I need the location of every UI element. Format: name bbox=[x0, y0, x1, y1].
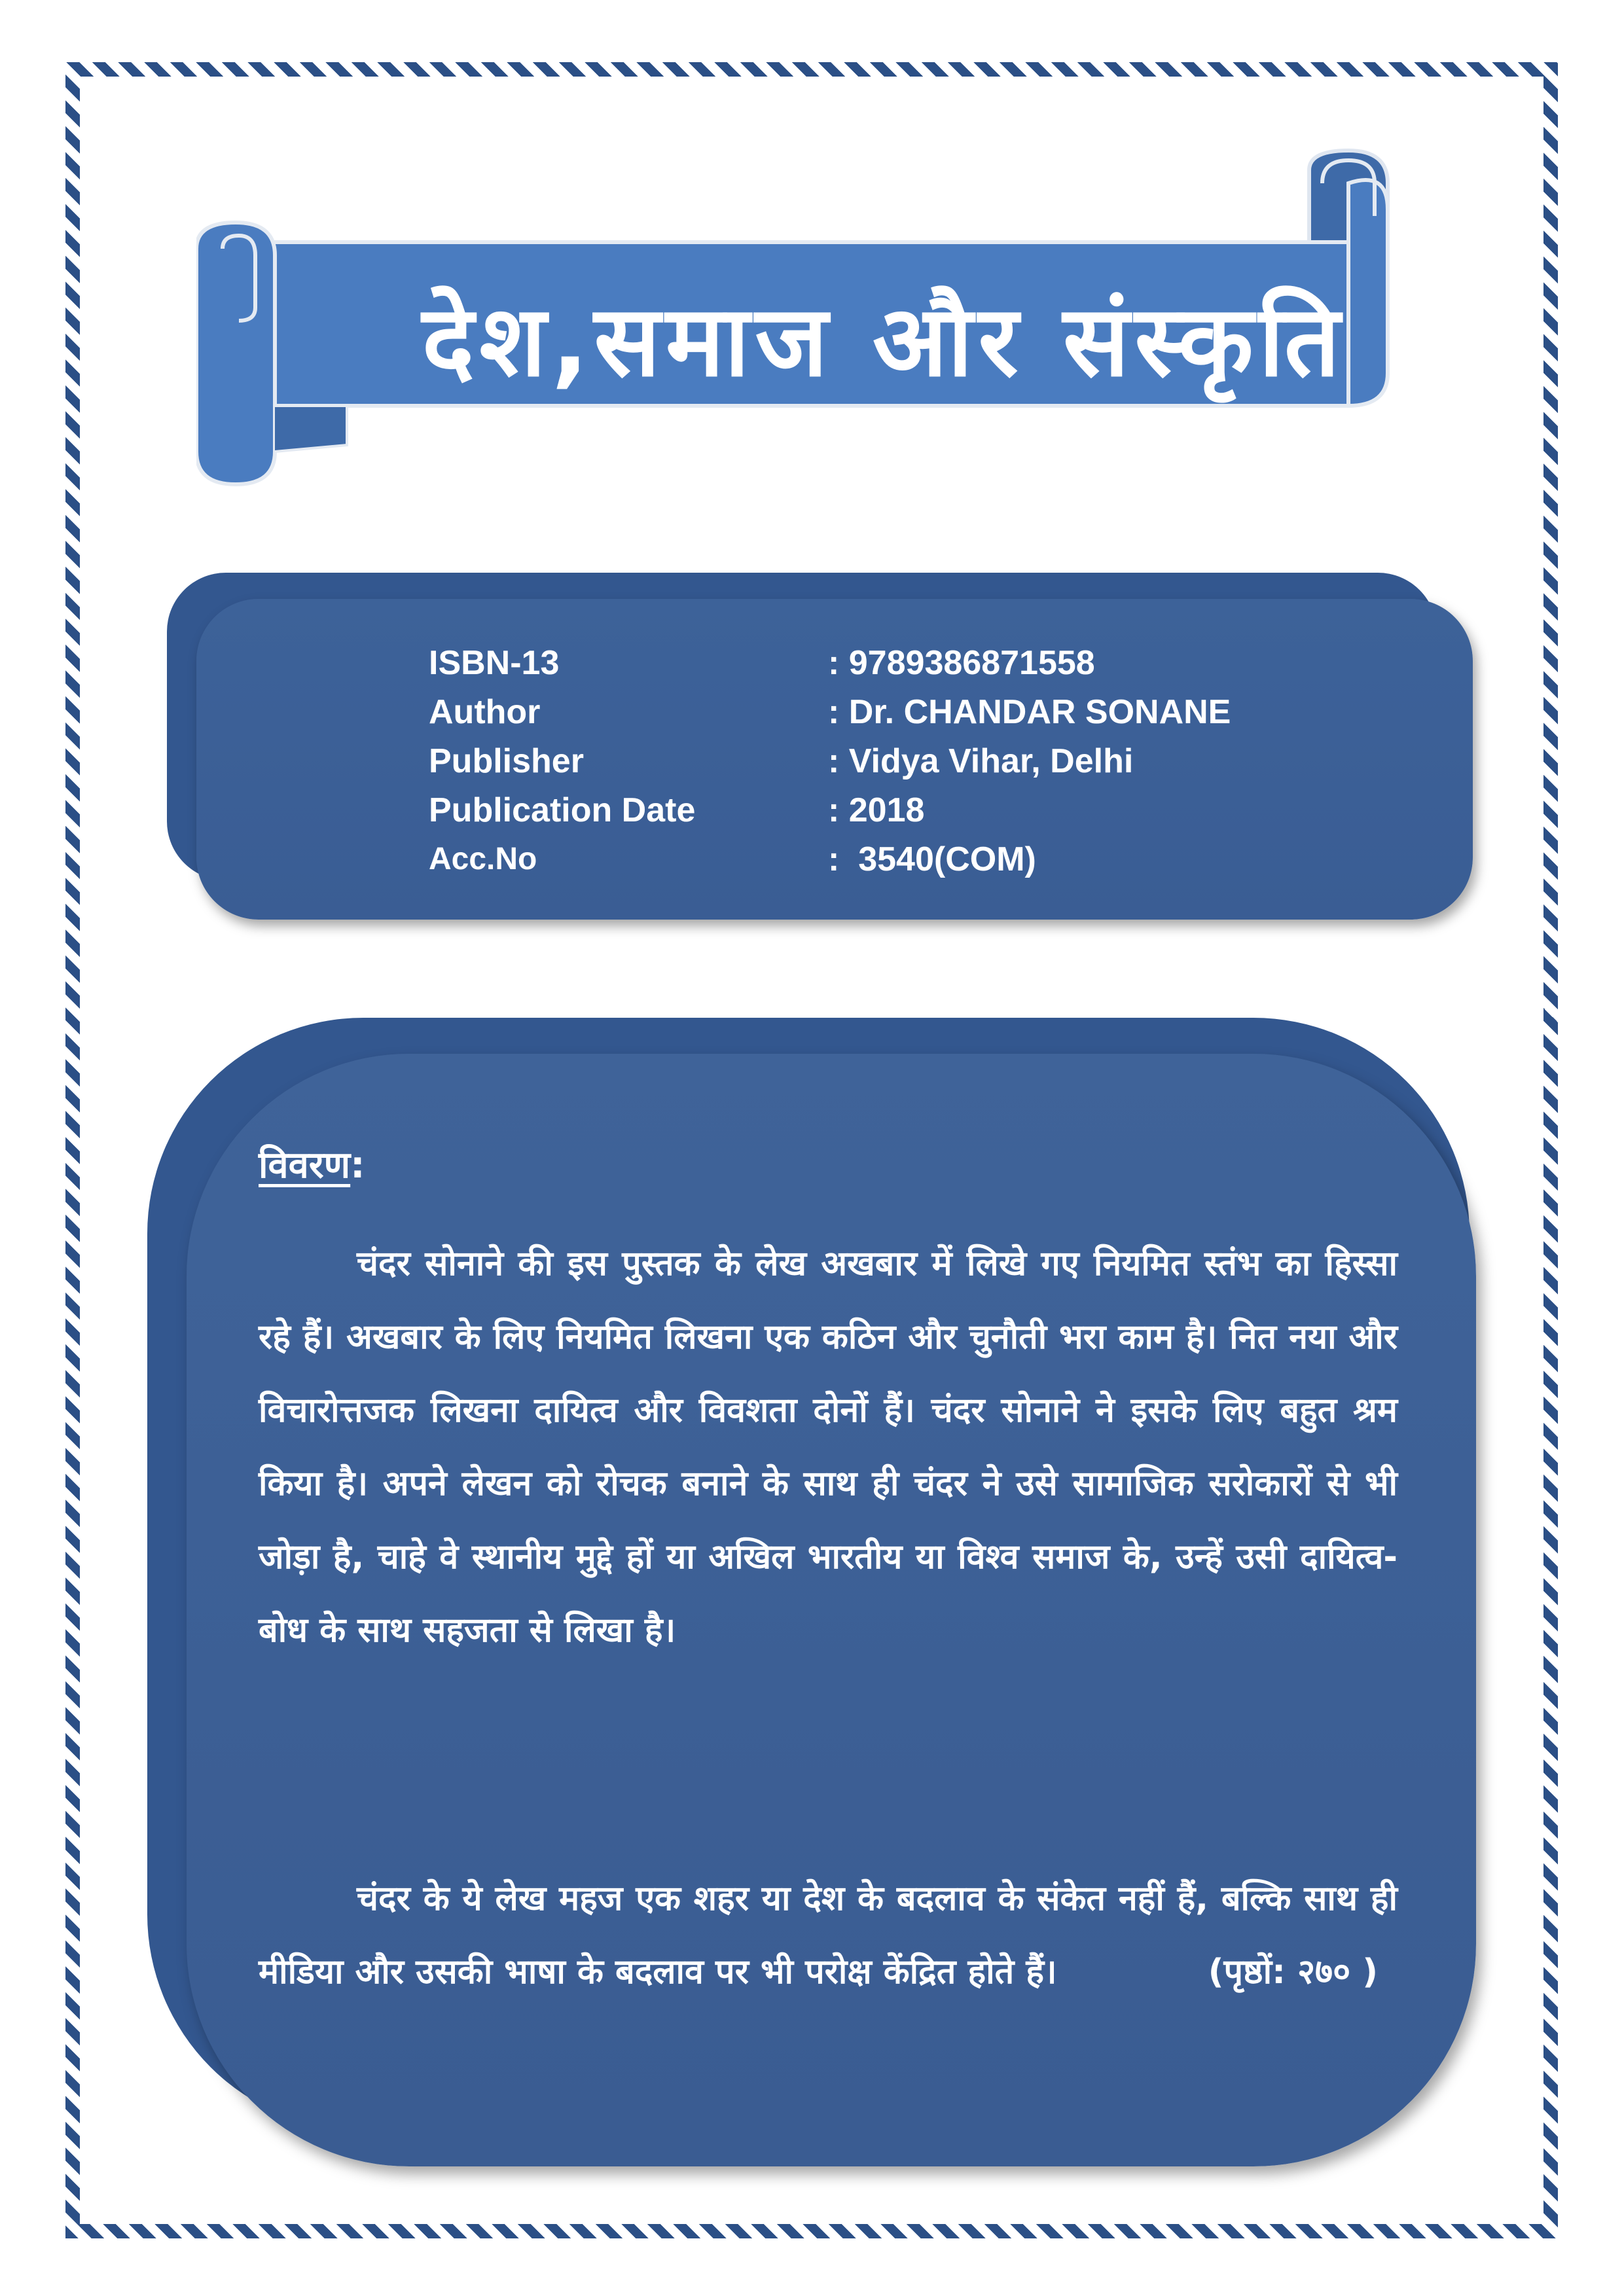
info-label: Publisher bbox=[429, 742, 584, 780]
description-box bbox=[187, 1054, 1476, 2166]
info-value: : 9789386871558 bbox=[828, 643, 1095, 682]
description-paragraph-1: चंदर सोनाने की इस पुस्तक के लेख अखबार में लिखे गए नियमित स्तंभ का हिस्सा रहे हैं। अखबार के लिए नियमित लिखना एक कठिन और चुनौती भरा काम है। नित नया और विचारोत्तजक लिखना दायित्व और विवशता दोनों हैं। चंदर सोनाने ने इसके लिए बहुत श्रम किया है। अपने लेखन को रोचक बनाने के साथ ही चंदर ने उसे सामाजिक सरोकारों से भी जोड़ा है, चाहे वे स्थानीय मुद्दे हों या अखिल भारतीय या विश्व समाज के, उन्हें उसी दायित्व-बोध के साथ सहजता से लिखा है। bbox=[259, 1244, 1398, 1650]
title-banner-scroll bbox=[196, 144, 1473, 497]
info-row-isbn bbox=[429, 638, 1231, 687]
book-info-box bbox=[196, 599, 1473, 920]
description-heading-text: विवरण bbox=[259, 1144, 351, 1187]
info-label: Acc.No bbox=[429, 842, 537, 876]
info-value: : 3540(COM) bbox=[828, 840, 1036, 878]
info-value: : Vidya Vihar, Delhi bbox=[828, 742, 1134, 780]
description-heading-colon: : bbox=[350, 1144, 365, 1187]
info-value: : Dr. CHANDAR SONANE bbox=[828, 692, 1231, 731]
book-title: देश,समाज और संस्कृति bbox=[422, 285, 1346, 399]
info-row-author bbox=[429, 687, 1231, 736]
book-info-table bbox=[429, 638, 1231, 884]
info-row-acc-no bbox=[429, 834, 1231, 884]
info-row-publication-date bbox=[429, 785, 1231, 834]
description-paragraph-2-text: चंदर के ये लेख महज एक शहर या देश के बदलाव के संकेत नहीं हैं, बल्कि साथ ही मीडिया और उसकी भाषा के बदलाव पर भी परोक्ष केंद्रित होते हैं। bbox=[259, 1879, 1398, 1992]
page-count: (पृष्ठों: २७० ) bbox=[1208, 1952, 1378, 1992]
info-label: Publication Date bbox=[429, 791, 696, 829]
info-label: ISBN-13 bbox=[429, 643, 560, 682]
info-row-publisher bbox=[429, 736, 1231, 785]
info-label: Author bbox=[429, 692, 541, 731]
description-paragraph-2 bbox=[259, 1862, 1398, 2009]
info-value: : 2018 bbox=[828, 791, 925, 829]
description-heading bbox=[259, 1139, 365, 1189]
